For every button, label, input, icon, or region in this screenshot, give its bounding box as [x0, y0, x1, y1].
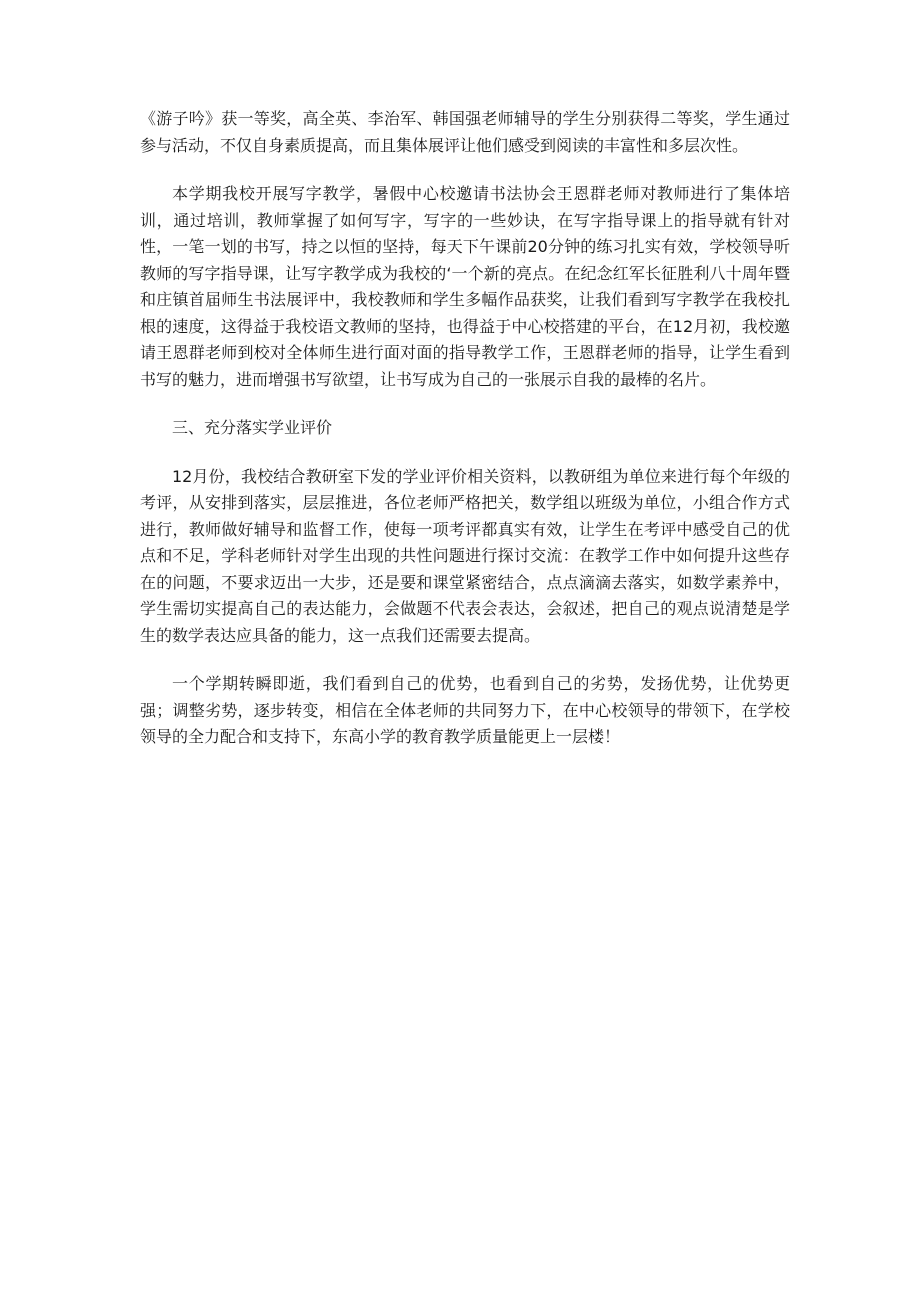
section-heading-academic-evaluation: 三、充分落实学业评价: [172, 418, 333, 437]
paragraph-continuation: 《游子吟》获一等奖，高全英、李治军、韩国强老师辅导的学生分别获得二等奖，学生通过参与活动，不仅自身素质提高，而且集体展评让他们感受到阅读的丰富性和多层次性。: [140, 109, 790, 155]
paragraph-evaluation: 12月份，我校结合教研室下发的学业评价相关资料，以教研组为单位来进行每个年级的考评，从安排到落实，层层推进，各位老师严格把关，数学组以班级为单位，小组合作方式进行，教师做好辅导和监督工作，使每一项考评都真实有效，让学生在考评中感受自己的优点和不足，学科老师针对学生出现的共性问题进行探讨交流：在教学工作中如何提升这些存在的问题，不要求迈出一大步，还是要和课堂紧密结合，点点滴滴去落实，如数学素养中，学生需切实提高自己的表达能力，会做题不代表会表达，会叙述，把自己的观点说清楚是学生的数学表达应具备的能力，这一点我们还需要去提高。: [140, 466, 790, 645]
paragraph-calligraphy-teaching: 本学期我校开展写字教学，暑假中心校邀请书法协会王恩群老师对教师进行了集体培训，通过培训，教师掌握了如何写字，写字的一些妙诀，在写字指导课上的指导就有针对性，一笔一划的书写，持之以恒的坚持，每天下午课前20分钟的练习扎实有效，学校领导听教师的写字指导课，让写字教学成为我校的‘一个新的亮点。在纪念红军长征胜利八十周年暨和庄镇首届师生书法展评中，我校教师和学生多幅作品获奖，让我们看到写字教学在我校扎根的速度，这得益于我校语文教师的坚持，也得益于中心校搭建的平台，在12月初，我校邀请王恩群老师到校对全体师生进行面对面的指导教学工作，王恩群老师的指导，让学生看到书写的魅力，进而增强书写欲望，让书写成为自己的一张展示自我的最棒的名片。: [140, 184, 790, 389]
paragraph-conclusion: 一个学期转瞬即逝，我们看到自己的优势，也看到自己的劣势，发扬优势，让优势更强；调整劣势，逐步转变，相信在全体老师的共同努力下，在中心校领导的带领下，在学校领导的全力配合和支持下，东高小学的教育教学质量能更上一层楼！: [140, 674, 790, 746]
document-body: [140, 106, 790, 773]
